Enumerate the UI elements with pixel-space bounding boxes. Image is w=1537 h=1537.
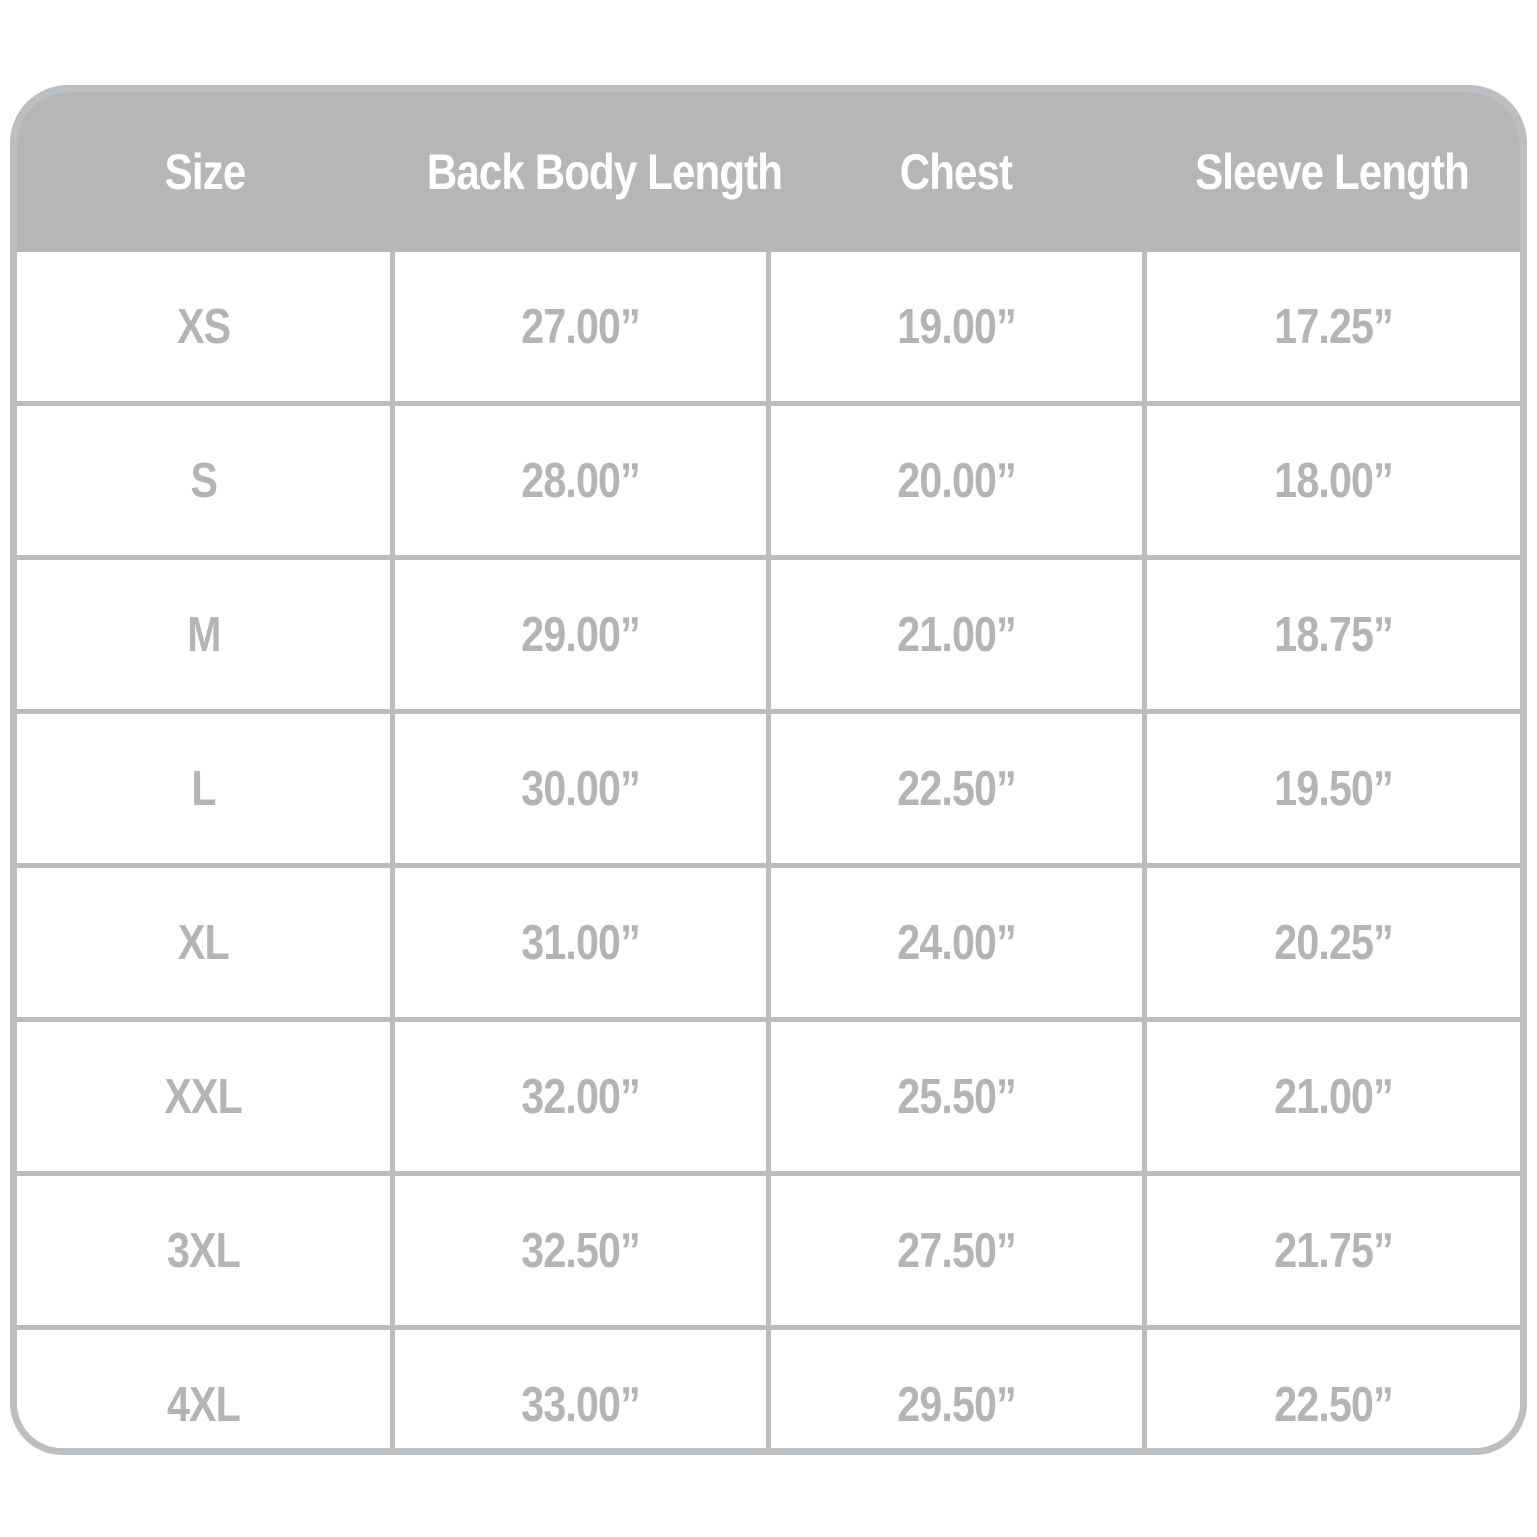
table-row-s xyxy=(17,404,1520,558)
size-cell: XXL xyxy=(17,1020,393,1174)
sleeve-length-cell: 19.50” xyxy=(1144,712,1520,866)
table-row-xxl xyxy=(17,1020,1520,1174)
sleeve-length-cell: 22.50” xyxy=(1144,1328,1520,1456)
chest-cell: 21.00” xyxy=(769,558,1145,712)
sleeve-length-cell: 21.00” xyxy=(1144,1020,1520,1174)
size-cell: XL xyxy=(17,866,393,1020)
chest-cell: 20.00” xyxy=(769,404,1145,558)
back-body-length-cell: 32.50” xyxy=(393,1174,769,1328)
sleeve-length-cell: 17.25” xyxy=(1144,252,1520,404)
chest-cell: 22.50” xyxy=(769,712,1145,866)
chest-cell: 24.00” xyxy=(769,866,1145,1020)
chest-cell: 19.00” xyxy=(769,252,1145,404)
size-cell: S xyxy=(17,404,393,558)
back-body-length-cell: 32.00” xyxy=(393,1020,769,1174)
chest-cell: 27.50” xyxy=(769,1174,1145,1328)
column-header-chest: Chest xyxy=(769,92,1145,252)
table-row-l xyxy=(17,712,1520,866)
size-cell: 4XL xyxy=(17,1328,393,1456)
size-chart-table xyxy=(17,92,1520,1455)
table-row-3xl xyxy=(17,1174,1520,1328)
sleeve-length-cell: 21.75” xyxy=(1144,1174,1520,1328)
header-row xyxy=(17,92,1520,252)
back-body-length-cell: 33.00” xyxy=(393,1328,769,1456)
column-header-sleeve-length: Sleeve Length xyxy=(1144,92,1520,252)
column-header-back-body-length: Back Body Length xyxy=(393,92,769,252)
back-body-length-cell: 29.00” xyxy=(393,558,769,712)
back-body-length-cell: 30.00” xyxy=(393,712,769,866)
size-cell: XS xyxy=(17,252,393,404)
column-header-size: Size xyxy=(17,92,393,252)
table-row-m xyxy=(17,558,1520,712)
size-cell: M xyxy=(17,558,393,712)
back-body-length-cell: 27.00” xyxy=(393,252,769,404)
back-body-length-cell: 31.00” xyxy=(393,866,769,1020)
size-chart-header xyxy=(17,92,1520,252)
back-body-length-cell: 28.00” xyxy=(393,404,769,558)
sleeve-length-cell: 20.25” xyxy=(1144,866,1520,1020)
size-cell: L xyxy=(17,712,393,866)
table-row-xl xyxy=(17,866,1520,1020)
sleeve-length-cell: 18.75” xyxy=(1144,558,1520,712)
size-chart-card xyxy=(10,85,1527,1455)
chest-cell: 25.50” xyxy=(769,1020,1145,1174)
chest-cell: 29.50” xyxy=(769,1328,1145,1456)
sleeve-length-cell: 18.00” xyxy=(1144,404,1520,558)
size-chart-body xyxy=(17,252,1520,1455)
table-row-4xl xyxy=(17,1328,1520,1456)
table-row-xs xyxy=(17,252,1520,404)
size-cell: 3XL xyxy=(17,1174,393,1328)
